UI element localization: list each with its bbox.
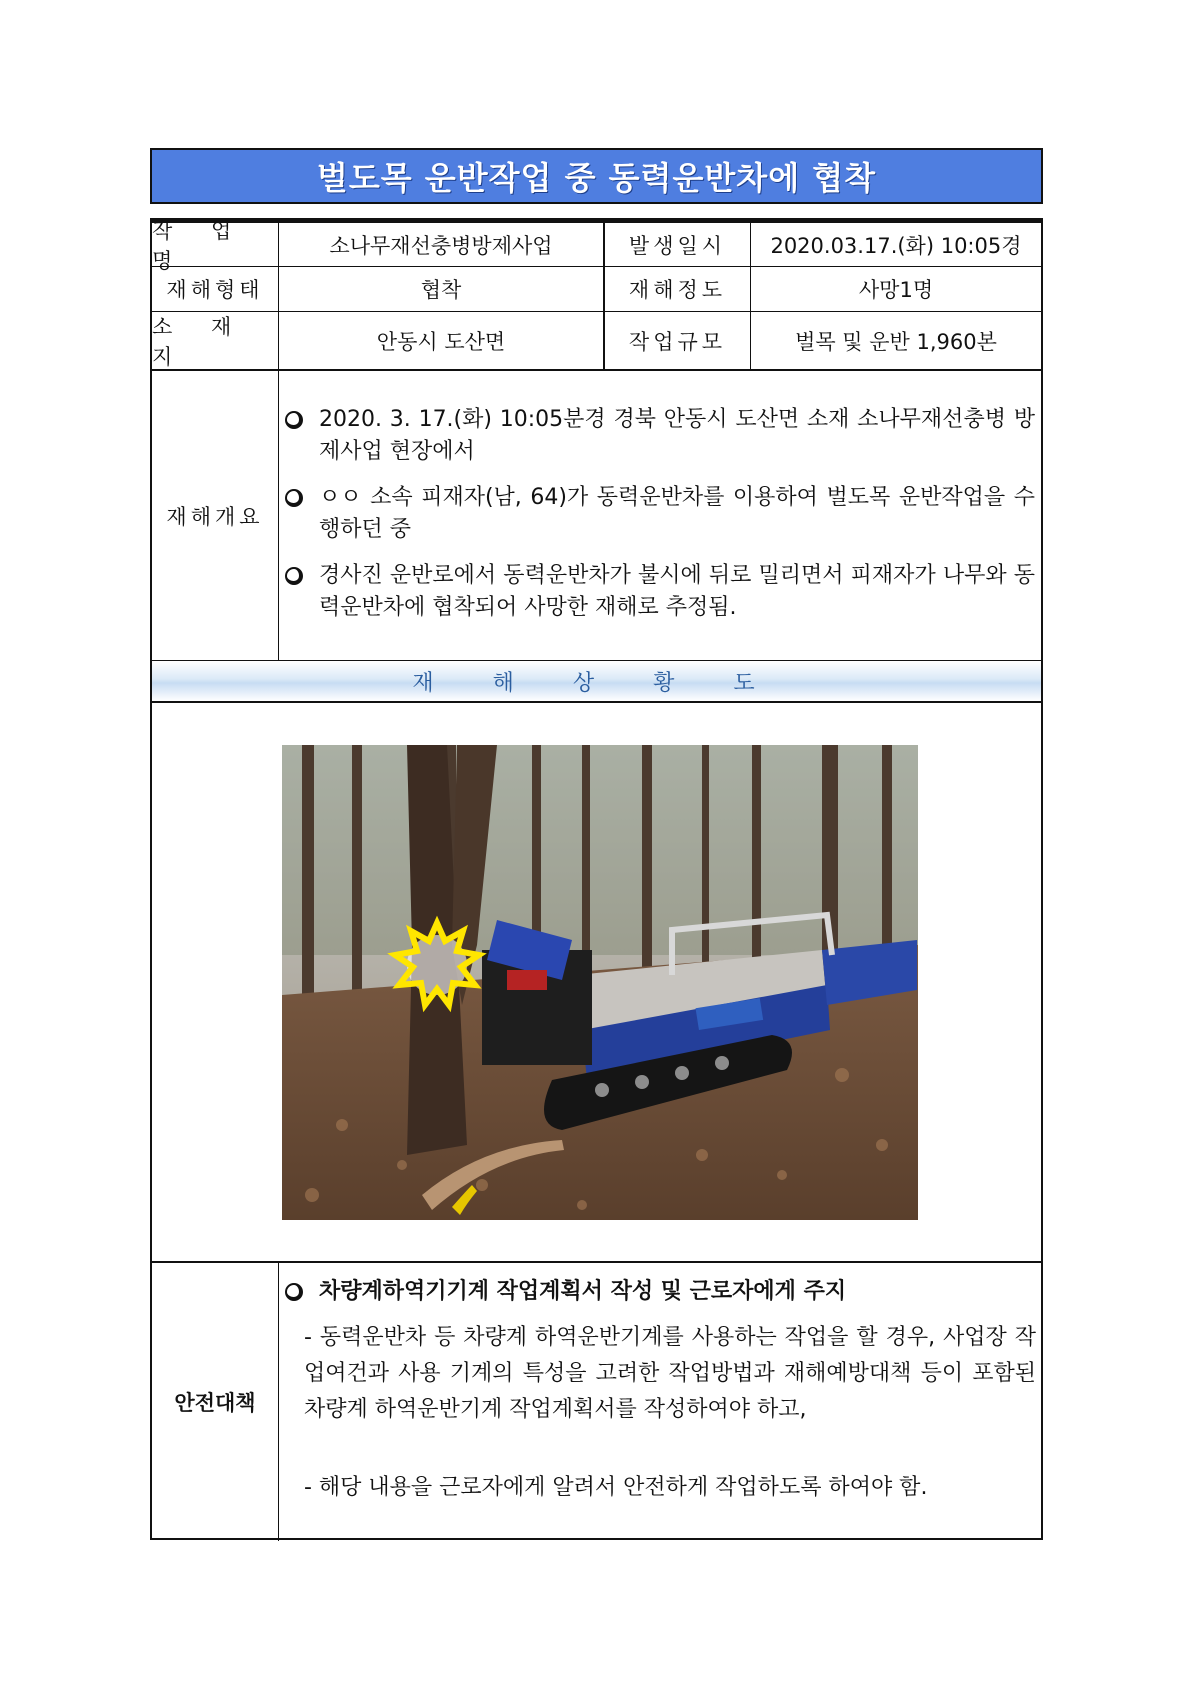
situation-label: 재 해 상 황 도 [412, 670, 781, 696]
accident-report-table: 작 업 명 소나무재선충병방제사업 발생일시 2020.03.17.(화) 10:05경 재해형태 협착 재해정도 사망1명 소 재 지 안동시 도산면 작업규모 벌목 및 운반 1,960본 재해개요 2020. 3. 17.(화) 10:05분경 경북 안동시 도산면 소재 소나무재선충병 방제사업 현장에서 ㅇㅇ 소속 피재자(남, 64)가 동력운반차를 이용하여 벌도목 운반작업을 수행하던 중 경사진 운반로에서 동력운반차가 불시에 뒤로 밀리면서 피재자가 나무와 동력운반차에 협착되어 사망한 재해로 추정됨. 재 해 상 황 도 안전대책 차량계하역기기계 작업계획서 작성 및 근로자에게 주지 - 동력운반차 등 차량계 하역운반기계를 사용하는 작업을 할 경우, 사업장 작업여건과 사용 기계의 특성을 고려한 작업방법과 재해예방대책 등이 포함된 차량계 하역운반기계 작업계획서를 작성하여야 하고, - 해당 내용을 근로자에게 알려서 안전하게 작업하도록 하여야 함. [150, 218, 1043, 1540]
safety-label: 안전대책 [174, 1390, 256, 1415]
overview-label: 재해개요 [166, 504, 264, 529]
page-title: 벌도목 운반작업 중 동력운반차에 협착 [316, 159, 877, 197]
bullet-icon [285, 567, 303, 585]
accident-photo-illustration [282, 745, 918, 1220]
work-name-value: 소나무재선충병방제사업 [329, 233, 553, 258]
bullet-icon [285, 1283, 303, 1301]
location-label: 소 재 지 [152, 314, 248, 369]
date-value: 2020.03.17.(화) 10:05경 [770, 233, 1022, 258]
work-name-label: 작 업 명 [152, 218, 248, 273]
safety-point: - 해당 내용을 근로자에게 알려서 안전하게 작업하도록 하여야 함. [304, 1475, 928, 1500]
type-value: 협착 [420, 278, 462, 302]
safety-point: - 동력운반차 등 차량계 하역운반기계를 사용하는 작업을 할 경우, 사업장 작업여건과 사용 기계의 특성을 고려한 작업방법과 재해예방대책 등이 포함된 차량계 하역운반기계 작업계획서를 작성하여야 하고, [304, 1325, 1036, 1422]
severity-label: 재해정도 [628, 278, 727, 302]
date-label: 발생일시 [628, 233, 727, 258]
page-title-box [150, 148, 1043, 204]
row-divider [152, 369, 1041, 371]
severity-value: 사망1명 [858, 278, 934, 302]
row-divider [152, 701, 1041, 703]
accident-photo [282, 745, 918, 1220]
bullet-icon [285, 489, 303, 507]
situation-band [152, 661, 1041, 701]
scale-label: 작업규모 [628, 329, 727, 354]
col-divider [278, 1261, 279, 1541]
type-label: 재해형태 [166, 278, 264, 302]
location-value: 안동시 도산면 [376, 329, 506, 354]
bullet-icon [285, 411, 303, 429]
scale-value: 벌목 및 운반 1,960본 [795, 329, 997, 354]
row-divider [152, 1261, 1041, 1263]
